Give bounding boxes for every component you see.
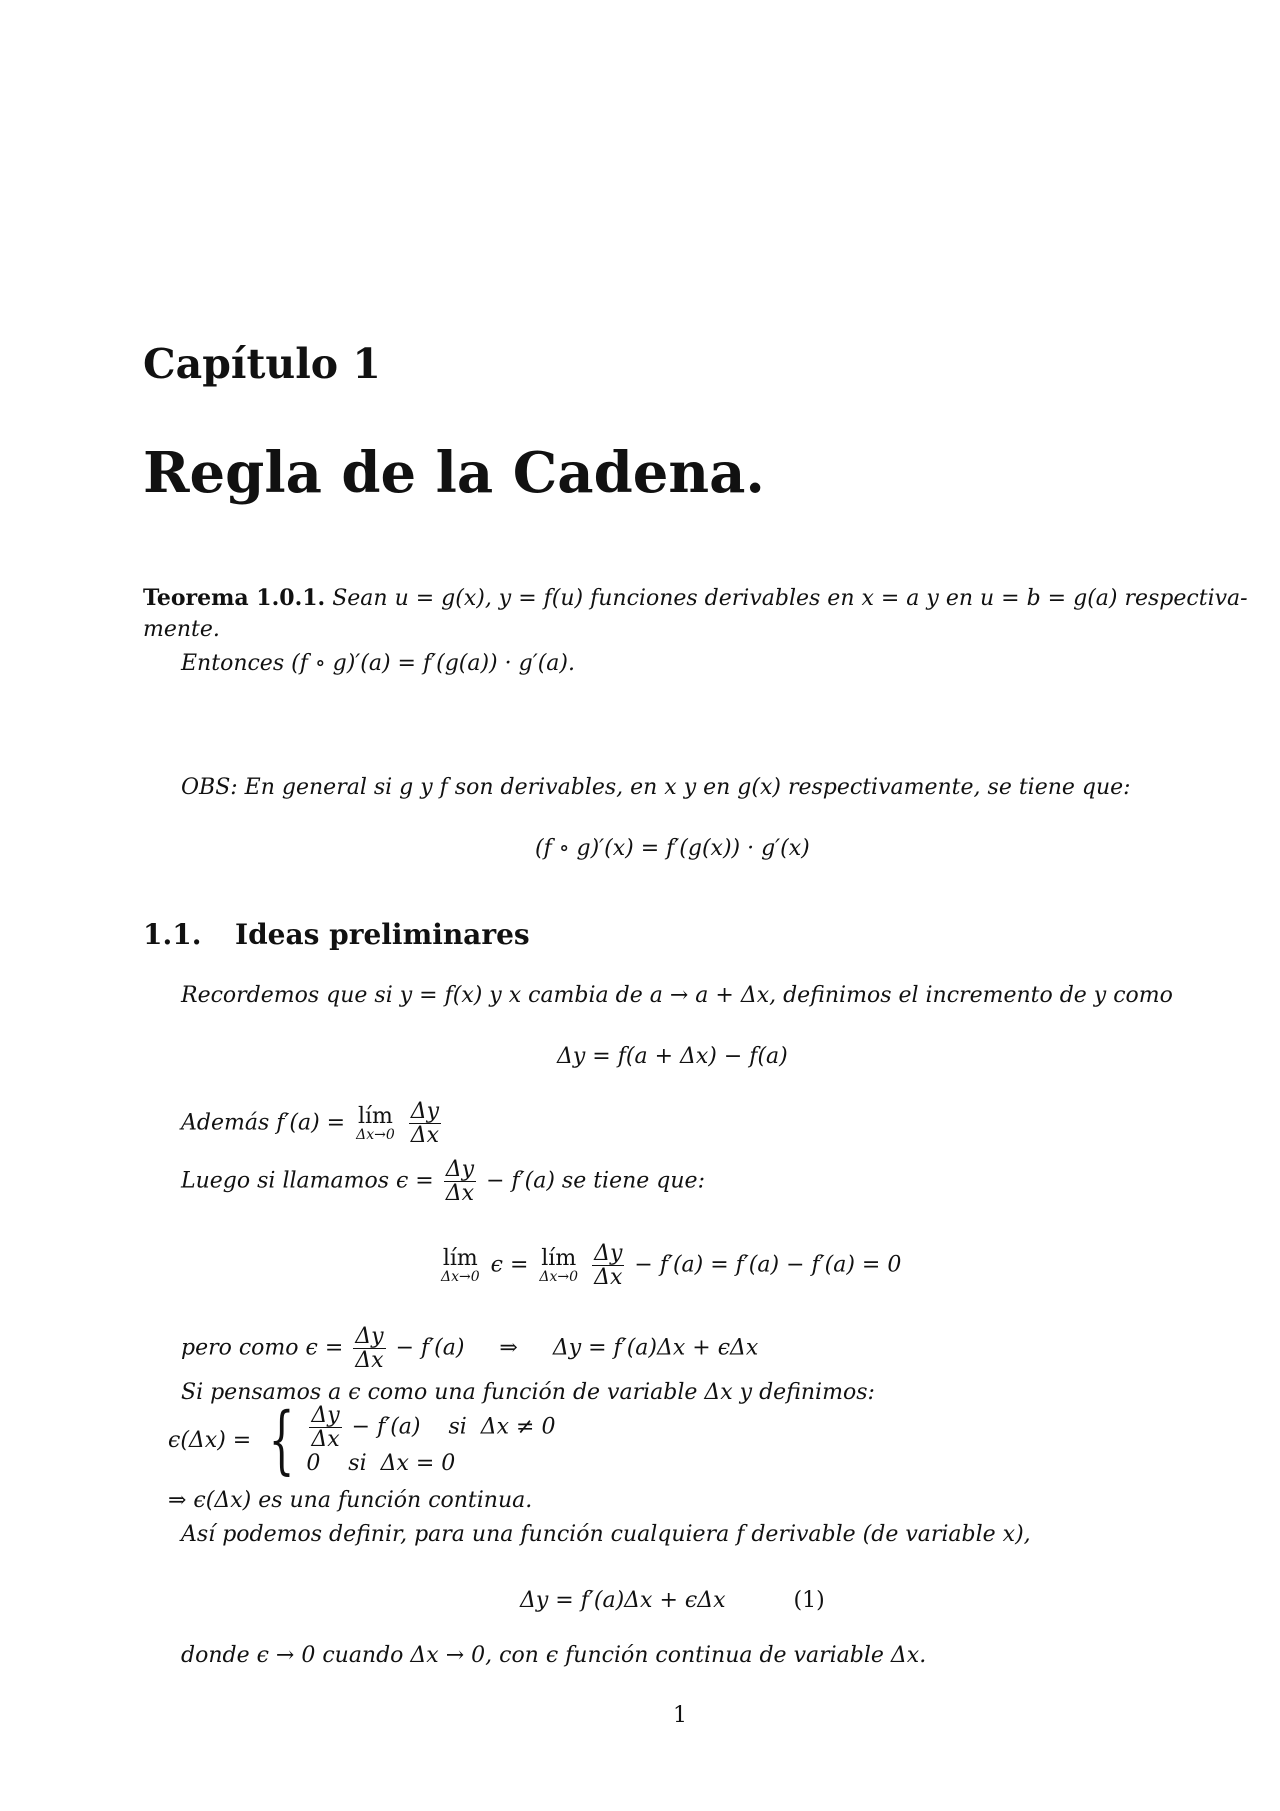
cases-lhs: ϵ(Δx) = <box>168 1427 252 1453</box>
recordemos-text: Recordemos que si y = f(x) y x cambia de a → a + Δx, definimos el incremento de y como <box>181 983 1173 1008</box>
section-title: Ideas preliminares <box>235 918 530 951</box>
epsilon-cases <box>168 1397 556 1483</box>
chapter-label: Capítulo 1 <box>143 340 381 388</box>
luego-suffix: − f′(a) se tiene que: <box>486 1168 705 1194</box>
donde-text: donde ϵ → 0 cuando Δx → 0, con ϵ función continua de variable Δx. <box>181 1643 927 1668</box>
theorem-label: Teorema 1.0.1. <box>143 585 326 611</box>
pero-line <box>181 1325 758 1372</box>
lim-word: lím <box>541 1245 577 1271</box>
equation-1 <box>520 1588 825 1613</box>
lim-subscript: Δx→0 <box>356 1126 395 1143</box>
theorem-line-1 <box>143 585 1248 611</box>
cases-rows <box>306 1404 555 1475</box>
section-heading <box>143 918 530 951</box>
fraction-dy-dx <box>353 1325 385 1372</box>
limit-mid: ϵ = <box>490 1252 529 1278</box>
lim-operator <box>356 1103 395 1143</box>
fraction-denominator: Δx <box>353 1348 385 1372</box>
fraction-dy-dx <box>592 1242 624 1289</box>
theorem-text-1: Sean u = g(x), y = f(u) funciones derivables en x = a y en u = b = g(a) respectiva- <box>332 586 1248 611</box>
fraction-denominator: Δx <box>444 1181 476 1205</box>
lim-subscript: Δx→0 <box>539 1268 579 1285</box>
luego-line <box>181 1158 705 1205</box>
chapter-title: Regla de la Cadena. <box>143 440 765 506</box>
lim-operator <box>441 1245 480 1285</box>
fraction-dy-dx <box>309 1404 341 1451</box>
equation-1-formula: Δy = f′(a)Δx + ϵΔx <box>520 1588 726 1613</box>
case-1-rest: − f′(a) si Δx ≠ 0 <box>351 1414 556 1440</box>
fraction-numerator: Δy <box>410 1099 440 1124</box>
fraction-dy-dx <box>444 1158 476 1205</box>
asi-text: Así podemos definir, para una función cualquiera f derivable (de variable x), <box>181 1522 1031 1547</box>
fraction-numerator: Δy <box>445 1157 475 1182</box>
section-number: 1.1. <box>143 918 202 951</box>
delta-y-formula: Δy = f(a + Δx) − f(a) <box>557 1044 788 1069</box>
ademas-prefix: Además f′(a) = <box>181 1110 346 1136</box>
lim-subscript: Δx→0 <box>441 1268 480 1285</box>
si-pensamos-text: Si pensamos a ϵ como una función de variable Δx y definimos: <box>181 1380 875 1405</box>
page-number: 1 <box>673 1703 687 1728</box>
equation-1-number: (1) <box>793 1588 825 1613</box>
fraction-numerator: Δy <box>355 1324 384 1349</box>
lim-operator <box>539 1245 579 1285</box>
fraction-numerator: Δy <box>594 1241 623 1266</box>
continua-text: ⇒ ϵ(Δx) es una función continua. <box>168 1488 533 1513</box>
lim-word: lím <box>357 1103 393 1129</box>
theorem-text-3: Entonces (f ∘ g)′(a) = f′(g(a)) · g′(a). <box>181 651 575 676</box>
fraction-numerator: Δy <box>311 1403 340 1429</box>
limit-rest: − f′(a) = f′(a) − f′(a) = 0 <box>634 1252 902 1278</box>
lim-word: lím <box>442 1245 478 1271</box>
obs-text: OBS: En general si g y f son derivables, en x y en g(x) respectivamente, se tiene que: <box>181 775 1131 800</box>
fraction-denominator: Δx <box>309 1427 341 1451</box>
fraction-denominator: Δx <box>409 1123 441 1147</box>
fraction-dy-dx <box>409 1100 441 1147</box>
case-2: 0 si Δx = 0 <box>306 1450 456 1476</box>
obs-formula: (f ∘ g)′(x) = f′(g(x)) · g′(x) <box>535 836 810 861</box>
left-brace: { <box>268 1397 295 1483</box>
luego-prefix: Luego si llamamos ϵ = <box>181 1168 434 1194</box>
theorem-text-2: mente. <box>143 617 220 642</box>
pero-suffix: − f′(a) ⇒ Δy = f′(a)Δx + ϵΔx <box>395 1335 759 1361</box>
limit-display <box>437 1242 901 1289</box>
pero-prefix: pero como ϵ = <box>181 1335 344 1361</box>
ademas-line <box>181 1100 444 1147</box>
case-1 <box>306 1404 555 1451</box>
fraction-denominator: Δx <box>592 1265 624 1289</box>
